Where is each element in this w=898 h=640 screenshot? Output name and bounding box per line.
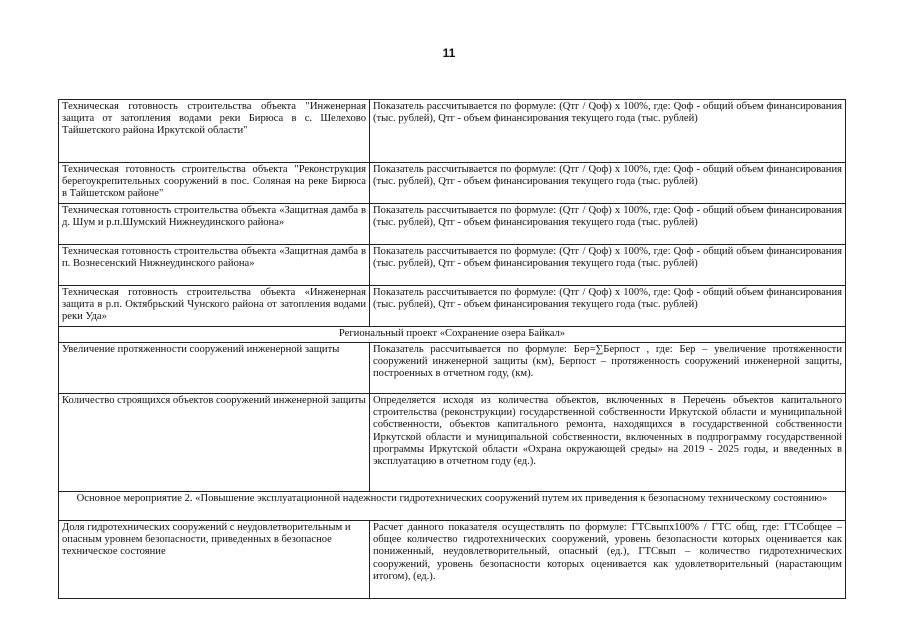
indicator-cell: Количество строящихся объектов сооружений инженерной защиты — [59, 394, 370, 492]
table-row — [59, 245, 846, 286]
table-row — [59, 100, 846, 163]
section-heading: Основное мероприятие 2. «Повышение эксплуатационной надежности гидротехнических сооружений путем их приведения к безопасному техническому состоянию» — [59, 492, 846, 521]
table-row — [59, 286, 846, 327]
method-cell: Определяется исходя из количества объектов, включенных в Перечень объектов капитального строительства (реконструкции) государственной собственности Иркутской области и муниципальной собственности, объектов капитального ремонта, находящихся в государственной собственности Иркутской области и муниципальной собственности, включенных в подпрограмму государственной программы Иркутской области «Охрана окружающей среды» на 2019 - 2025 годы, и введенных в эксплуатацию в отчетном году (ед.). — [370, 394, 846, 492]
indicator-cell: Техническая готовность строительства объекта "Реконструкция берегоукрепительных сооружений в пос. Соляная на реке Бирюса в Тайшетском районе" — [59, 163, 370, 204]
section-row — [59, 327, 846, 343]
table-row — [59, 343, 846, 394]
indicator-cell: Техническая готовность строительства объекта «Инженерная защита в р.п. Октябрьский Чунского района от затопления водами реки Уда» — [59, 286, 370, 327]
table-row — [59, 394, 846, 492]
method-cell: Показатель рассчитывается по формуле: (Qтг / Qоф) х 100%, где: Qоф - общий объем финансирования (тыс. рублей), Qтг - объем финансирования текущего года (тыс. рублей) — [370, 204, 846, 245]
method-cell: Показатель рассчитывается по формуле: Бер=∑Берпост , где: Бер – увеличение протяженности сооружений инженерной защиты (км), Берпост – протяженность сооружений инженерной защиты, построенных в отчетном году, (км). — [370, 343, 846, 394]
table-row — [59, 204, 846, 245]
indicator-cell: Увеличение протяженности сооружений инженерной защиты — [59, 343, 370, 394]
indicator-cell: Доля гидротехнических сооружений с неудовлетворительным и опасным уровнем безопасности, приведенных в безопасное техническое состояние — [59, 521, 370, 599]
indicator-cell: Техническая готовность строительства объекта "Инженерная защита от затопления водами реки Бирюса в с. Шелехово Тайшетского района Иркутской области" — [59, 100, 370, 163]
method-cell: Показатель рассчитывается по формуле: (Qтг / Qоф) х 100%, где: Qоф - общий объем финансирования (тыс. рублей), Qтг - объем финансирования текущего года (тыс. рублей) — [370, 286, 846, 327]
method-cell: Показатель рассчитывается по формуле: (Qтг / Qоф) х 100%, где: Qоф - общий объем финансирования (тыс. рублей), Qтг - объем финансирования текущего года (тыс. рублей) — [370, 245, 846, 286]
indicator-cell: Техническая готовность строительства объекта «Защитная дамба в п. Вознесенский Нижнеудинского района» — [59, 245, 370, 286]
indicators-table — [58, 99, 846, 599]
method-cell: Показатель рассчитывается по формуле: (Qтг / Qоф) х 100%, где: Qоф - общий объем финансирования (тыс. рублей), Qтг - объем финансирования текущего года (тыс. рублей) — [370, 163, 846, 204]
table-row — [59, 163, 846, 204]
page-number: 11 — [442, 46, 456, 60]
method-cell: Расчет данного показателя осуществлять по формуле: ГТСвыпх100% / ГТС общ, где: ГТСобщее – общее количество гидротехнических сооружений, уровень безопасности которых оценивается как пониженный, неудовлетворительный, опасный (ед.), ГТСвып – количество гидротехнических сооружений, уровень безопасности которых оценивается как удовлетворительный (нарастающим итогом), (ед.). — [370, 521, 846, 599]
method-cell: Показатель рассчитывается по формуле: (Qтг / Qоф) х 100%, где: Qоф - общий объем финансирования (тыс. рублей), Qтг - объем финансирования текущего года (тыс. рублей) — [370, 100, 846, 163]
section-row — [59, 492, 846, 521]
indicator-cell: Техническая готовность строительства объекта «Защитная дамба в д. Шум и р.п.Шумский Нижнеудинского района» — [59, 204, 370, 245]
table-row — [59, 521, 846, 599]
section-heading: Региональный проект «Сохранение озера Байкал» — [59, 327, 846, 343]
